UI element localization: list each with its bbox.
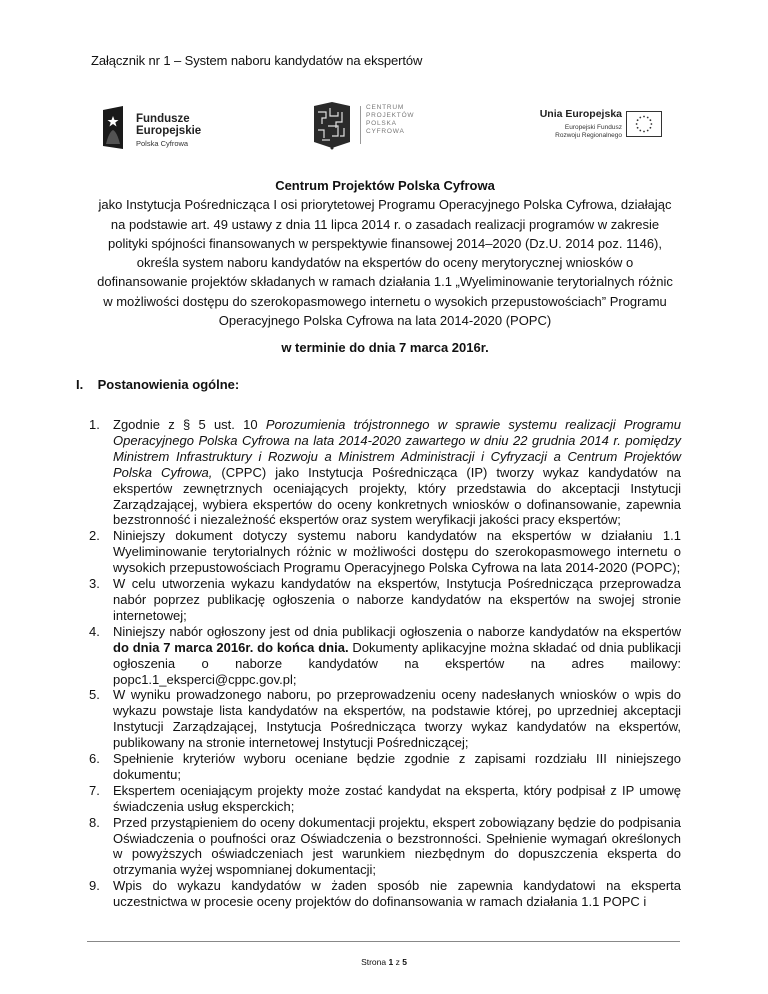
section-heading [76,377,239,392]
list-item: 3. W celu utworzenia wykazu kandydatów na ekspertów, Instytucja Pośrednicząca przeprowadza nabór poprzez publikację ogłoszenia o naborze kandydatów na ekspertów na swojej stronie internetowej; [89,576,681,623]
deadline-emphasis: do dnia 7 marca 2016r. do końca dnia. [113,639,349,655]
list-item: 6. Spełnienie kryteriów wyboru oceniane będzie zgodnie z zapisami rozdziału III niniejszego dokumentu; [89,751,681,782]
fe-line2: Europejskie [136,125,202,137]
provisions-list [91,417,681,910]
cppc-separator [360,106,361,144]
intro-line: Operacyjnego Polska Cyfrowa na lata 2014-2020 (POPC) [218,313,552,329]
section-title: Postanowienia ogólne: [97,377,240,392]
list-item: 9. Wpis do wykazu kandydatów w żaden sposób nie zapewnia kandydatowi na eksperta uczestnictwa w procesie oceny projektów do dofinansowania w ramach działania 1.1 POPC i [89,878,681,910]
eu-flag-icon [626,111,662,137]
item-number: 7. [89,782,100,798]
cppc-cube-icon [310,100,354,150]
item-number: 1. [89,417,100,432]
item-number: 4. [89,623,100,639]
footer-divider [87,941,680,942]
intro-line: polityki spójności finansowanych w perspektywie finansowej 2014–2020 (Dz.U. 2014 poz. 1146), [107,235,663,251]
eu-subtitle: Europejski Fundusz Rozwoju Regionalnego [555,124,622,139]
list-item: 1. Zgodnie z § 5 ust. 10 Porozumienia trójstronnego w sprawie systemu realizacji Programu Operacyjnego Polska Cyfrowa na lata 2014-2020 zawartego w dniu 22 grudnia 2014 r. pomiędzy Ministrem Infrastruktury i Rozwoju a Ministrem Administracji i Cyfryzacji a Centrum Projektów Polska Cyfrowa, (CPPC) jako Instytucja Pośrednicząca (IP) tworzy wykaz kandydatów na ekspertów zewnętrznych oceniających projekty, który przedstawia do akceptacji Instytucji Zarządzającej, wybiera ekspertów do oceny konkretnych wniosków o dofinansowanie, zapewnia bezstronność i niezależność ekspertów oraz system weryfikacji jakości pracy ekspertów; [89,417,681,528]
unia-europejska-logo [512,104,662,148]
item-number: 5. [89,687,100,703]
item-number: 3. [89,576,100,592]
list-item: 2. Niniejszy dokument dotyczy systemu naboru kandydatów na ekspertów w działaniu 1.1 Wyeliminowanie terytorialnych różnic w możliwości dostępu do szerokopasmowego internetu o wysokich przepustowościach Programu Operacyjnego Polska Cyfrowa na lata 2014-2020 (POPC); [89,528,681,576]
list-item: 5. W wyniku prowadzonego naboru, po przeprowadzeniu oceny nadesłanych wniosków o wpis do wykazu powstaje lista kandydatów na ekspertów, na podstawie której, po uprzedniej akceptacji Instytucji Zarządzającej, Instytucja Pośrednicząca tworzy wykaz kandydatów na ekspertów, publikowany na stronie internetowej Instytucji Pośredniczącej; [89,687,681,751]
fundusze-europejskie-logo [100,106,220,150]
cppc-logo [310,98,430,154]
logo-bar [0,96,768,156]
item-number: 2. [89,528,100,544]
page-number: Strona 1 z 5 [361,957,407,967]
fe-line1: Fundusze [136,113,190,125]
intro-line: w możliwości dostępu do szerokopasmowego internetu o wysokich przepustowościach” Programu [103,293,667,309]
intro-line: na podstawie art. 49 ustawy z dnia 11 lipca 2014 r. o zasadach realizacji programów w zakresie [110,216,660,232]
intro-line: dofinansowanie projektów składanych w ramach działania 1.1 „Wyeliminowanie terytorialnych różnic [97,274,673,290]
fe-line3: Polska Cyfrowa [136,139,189,148]
cppc-wordmark: CENTRUM PROJEKTÓW POLSKA CYFROWA [366,104,415,135]
intro-title: Centrum Projektów Polska Cyfrowa [275,178,495,193]
item-number: 8. [89,814,100,830]
intro-block [40,176,730,330]
list-item: 7. Ekspertem oceniającym projekty może zostać kandydat na eksperta, który podpisał z IP umowę świadczenia usług eksperckich; [89,782,681,814]
eu-title: Unia Europejska [539,108,622,120]
fe-flag-icon [100,106,126,149]
deadline-heading: w terminie do dnia 7 marca 2016r. [281,340,489,355]
annex-header: Załącznik nr 1 – System naboru kandydatów na ekspertów [91,53,423,68]
agreement-title: Porozumienia trójstronnego w sprawie systemu realizacji Programu Operacyjnego Polska Cyfrowa na lata 2014-2020 zawartego w dniu 22 grudnia 2014 r. pomiędzy Ministrem Infrastruktury i Rozwoju a Ministrem Administracji i Cyfryzacji a Centrum Projektów Polska Cyfrowa, [113,417,681,480]
list-item: 4. Niniejszy nabór ogłoszony jest od dnia publikacji ogłoszenia o naborze kandydatów na ekspertów do dnia 7 marca 2016r. do końca dnia. Dokumenty aplikacyjne można składać od dnia publikacji ogłoszenia o naborze kandydatów na ekspertów na adres mailowy: popc1.1_eksperci@cppc.gov.pl; [89,623,681,687]
section-number: I. [76,377,84,392]
item-number: 6. [89,751,100,767]
list-item: 8. Przed przystąpieniem do oceny dokumentacji projektu, ekspert zobowiązany będzie do podpisania Oświadczenia o poufności oraz Oświadczenia o bezstronności. Spełnienie wymagań określonych w powyższych oświadczeniach jest warunkiem niezbędnym do dopuszczenia eksperta do otrzymania wyżej wspomnianej dokumentacji; [89,814,681,878]
item-number: 9. [89,878,100,894]
intro-line: jako Instytucja Pośrednicząca I osi priorytetowej Programu Operacyjnego Polska Cyfrowa, działając [98,197,672,213]
intro-line: określa system naboru kandydatów na ekspertów do oceny merytorycznej wniosków o [136,255,634,271]
